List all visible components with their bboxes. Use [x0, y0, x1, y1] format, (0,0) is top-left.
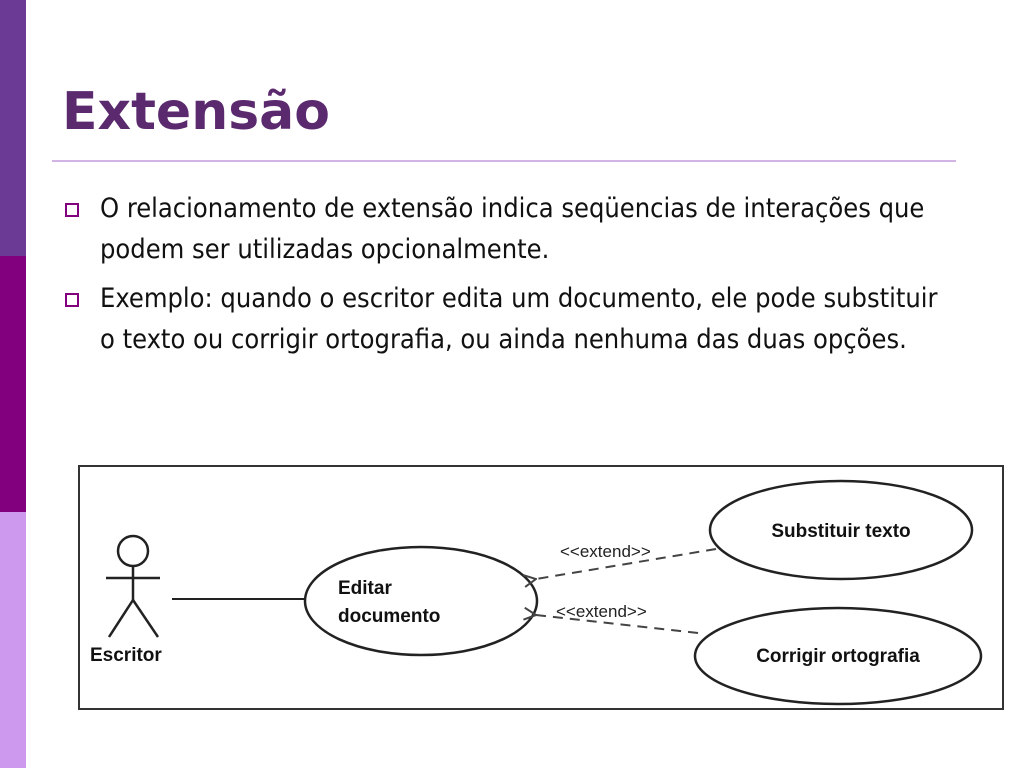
actor-label: Escritor	[90, 645, 162, 666]
use-case-extension-2-label: Corrigir ortografia	[756, 646, 920, 667]
side-bar-top	[0, 0, 26, 256]
bullet-item	[62, 278, 952, 360]
square-bullet-icon	[65, 203, 79, 217]
use-case-main-line1: Editar	[338, 578, 392, 599]
bullet-list	[62, 188, 952, 368]
title-divider	[52, 160, 956, 162]
bullet-text: Exemplo: quando o escritor edita um documento, ele pode substituir o texto ou corrigir ortografia, ou ainda nenhuma das duas opções.	[100, 283, 938, 355]
use-case-extension-1-label: Substituir texto	[771, 521, 911, 542]
use-case-editar-documento	[305, 547, 537, 655]
diagram-canvas	[80, 467, 1002, 708]
use-case-main-line2: documento	[338, 606, 441, 627]
extend-label-2: <<extend>>	[556, 602, 647, 621]
bullet-text: O relacionamento de extensão indica seqüencias de interações que podem ser utilizadas opcionalmente.	[100, 193, 925, 265]
side-bar-middle	[0, 256, 26, 512]
extend-label-1: <<extend>>	[560, 542, 651, 561]
slide-title: Extensão	[62, 82, 330, 142]
use-case-diagram	[78, 465, 1004, 710]
actor-stick-figure-icon	[106, 536, 160, 637]
side-bar-bottom	[0, 512, 26, 768]
square-bullet-icon	[65, 293, 79, 307]
bullet-item	[62, 188, 952, 270]
